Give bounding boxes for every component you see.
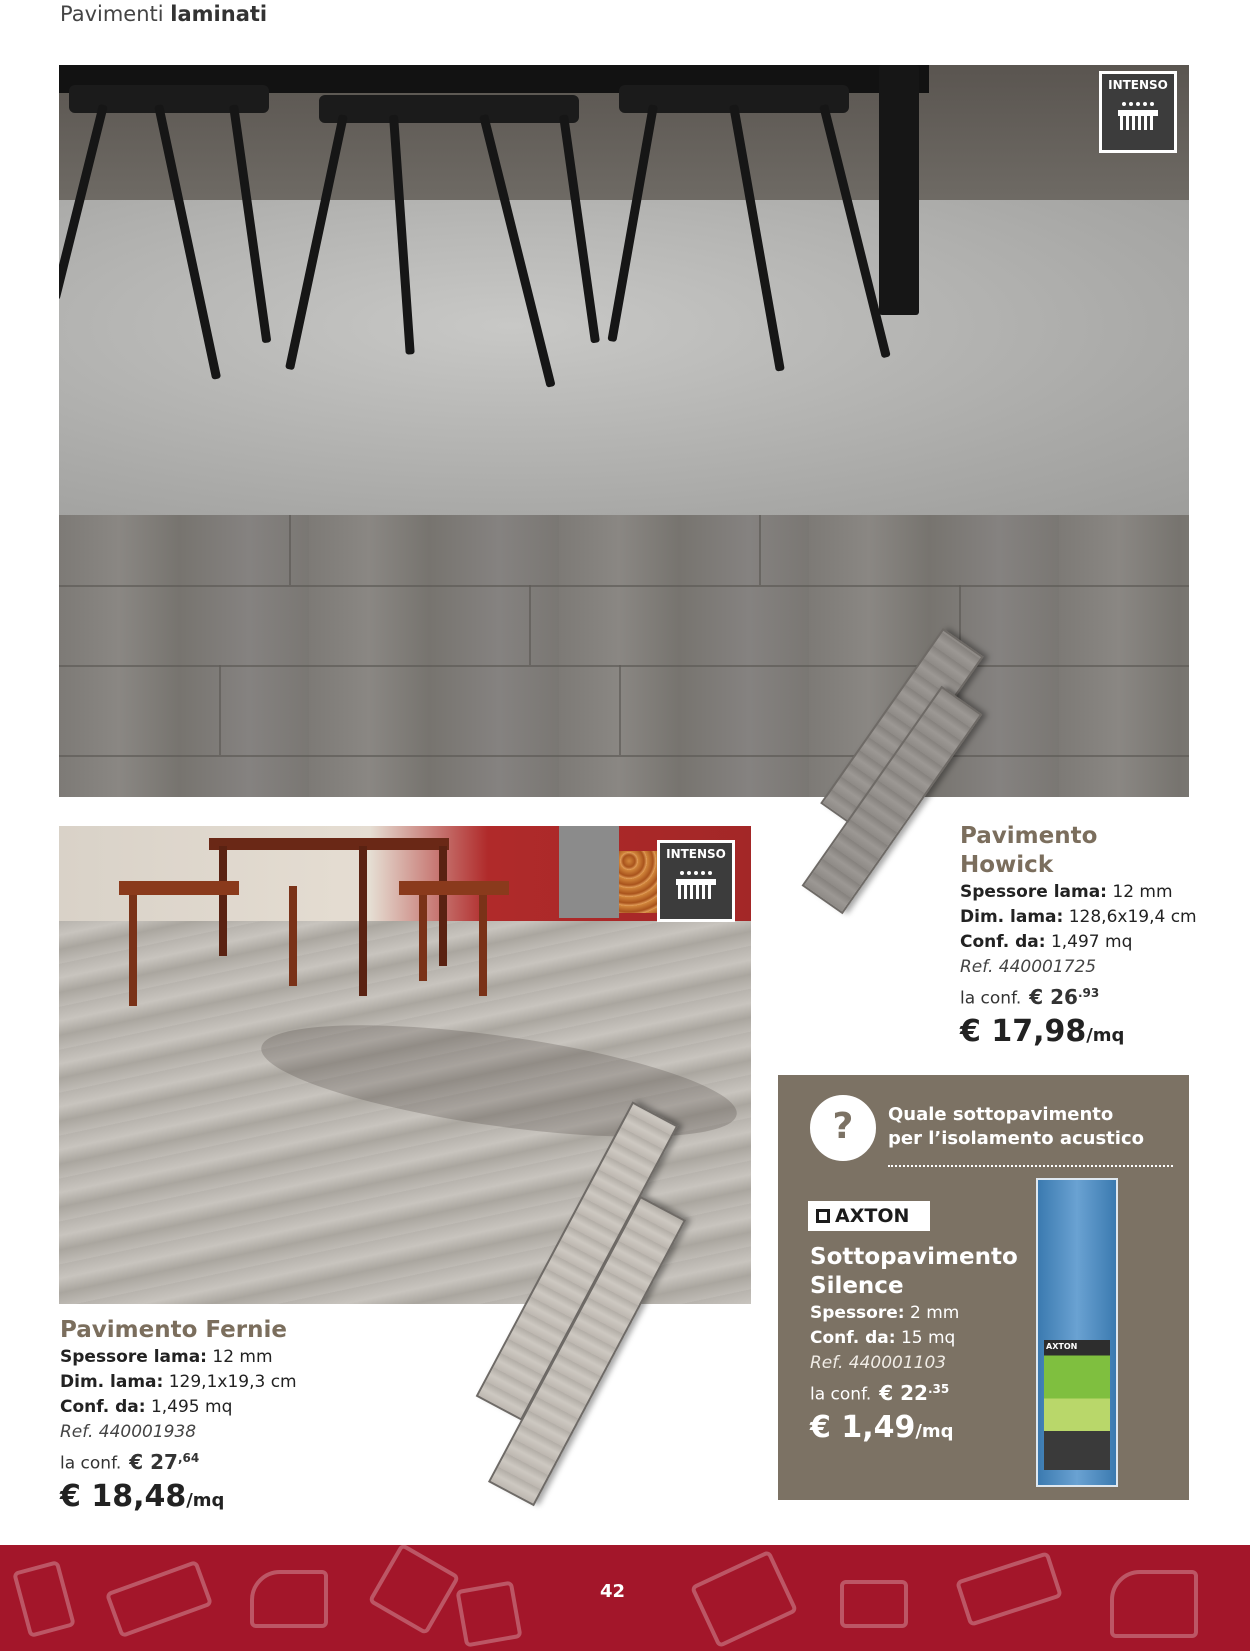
fernie-spessore: Spessore lama: 12 mm (60, 1347, 273, 1367)
howick-price: € 17,98/mq (960, 1013, 1125, 1049)
howick-info (960, 822, 1197, 1056)
page-number: 42 (600, 1581, 626, 1602)
howick-ref: Ref. 440001725 (960, 957, 1097, 977)
howick-spessore: Spessore lama: 12 mm (960, 882, 1173, 902)
fernie-stove (559, 826, 619, 918)
axton-logo: AXTON (808, 1201, 930, 1231)
badge-label: INTENSO (1108, 78, 1168, 92)
hammer-icon (368, 1545, 461, 1635)
hero-floor (59, 515, 1189, 797)
brush-icon (955, 1551, 1063, 1627)
fernie-dim: Dim. lama: 129,1x19,3 cm (60, 1372, 297, 1392)
intenso-badge (657, 840, 735, 922)
dotted-divider (888, 1165, 1173, 1167)
axton-logo-icon (816, 1209, 830, 1223)
roll-brand: AXTON (1046, 1342, 1078, 1351)
fernie-info (60, 1316, 297, 1521)
hero-photo-howick (59, 65, 1189, 797)
silence-name-line2: Silence (810, 1273, 904, 1299)
fernie-conf: Conf. da: 1,495 mq (60, 1397, 233, 1417)
silence-name-line1: Sottopavimento (810, 1244, 1018, 1270)
header-title: laminati (170, 2, 268, 26)
brush-icon (105, 1560, 214, 1639)
brush-icon (12, 1560, 76, 1638)
intenso-badge-icon (1114, 98, 1162, 136)
silence-conf-price: la conf. € $22^{.35}$ (810, 1380, 950, 1405)
question-title: Quale sottopavimento per l’isolamento acustico (888, 1104, 1144, 1149)
silence-promo-box (778, 1075, 1189, 1500)
silence-info (810, 1243, 1018, 1452)
page-footer (0, 1545, 1250, 1651)
howick-name-line2: Howick (960, 852, 1054, 878)
intenso-badge-icon (672, 867, 720, 905)
page-header (60, 2, 267, 26)
fernie-name: Pavimento Fernie (60, 1317, 287, 1343)
fernie-conf-price: la conf. € $27^{,64}$ (60, 1449, 200, 1474)
silence-price: € 1,49/mq (810, 1409, 954, 1445)
fernie-table (209, 838, 449, 850)
silence-ref: Ref. 440001103 (810, 1353, 947, 1373)
howick-name-line1: Pavimento (960, 823, 1098, 849)
faucet-icon (840, 1580, 908, 1628)
fernie-price: € 18,48/mq (60, 1478, 225, 1514)
hero-chair (319, 95, 579, 123)
badge-label: INTENSO (666, 847, 726, 861)
silence-product-roll (1036, 1178, 1118, 1487)
hammer-icon (690, 1550, 798, 1649)
howick-dim: Dim. lama: 128,6x19,4 cm (960, 907, 1197, 927)
question-icon: ? (810, 1095, 876, 1161)
faucet-icon (1110, 1570, 1198, 1638)
silence-spessore: Spessore: 2 mm (810, 1303, 960, 1323)
silence-conf: Conf. da: 15 mq (810, 1328, 956, 1348)
brush-icon (455, 1580, 522, 1647)
header-section: Pavimenti (60, 2, 164, 26)
intenso-badge (1099, 71, 1177, 153)
howick-conf-price: la conf. € $26^{.93}$ (960, 984, 1100, 1009)
fernie-ref: Ref. 440001938 (60, 1422, 197, 1442)
howick-conf: Conf. da: 1,497 mq (960, 932, 1133, 952)
faucet-icon (250, 1570, 328, 1628)
